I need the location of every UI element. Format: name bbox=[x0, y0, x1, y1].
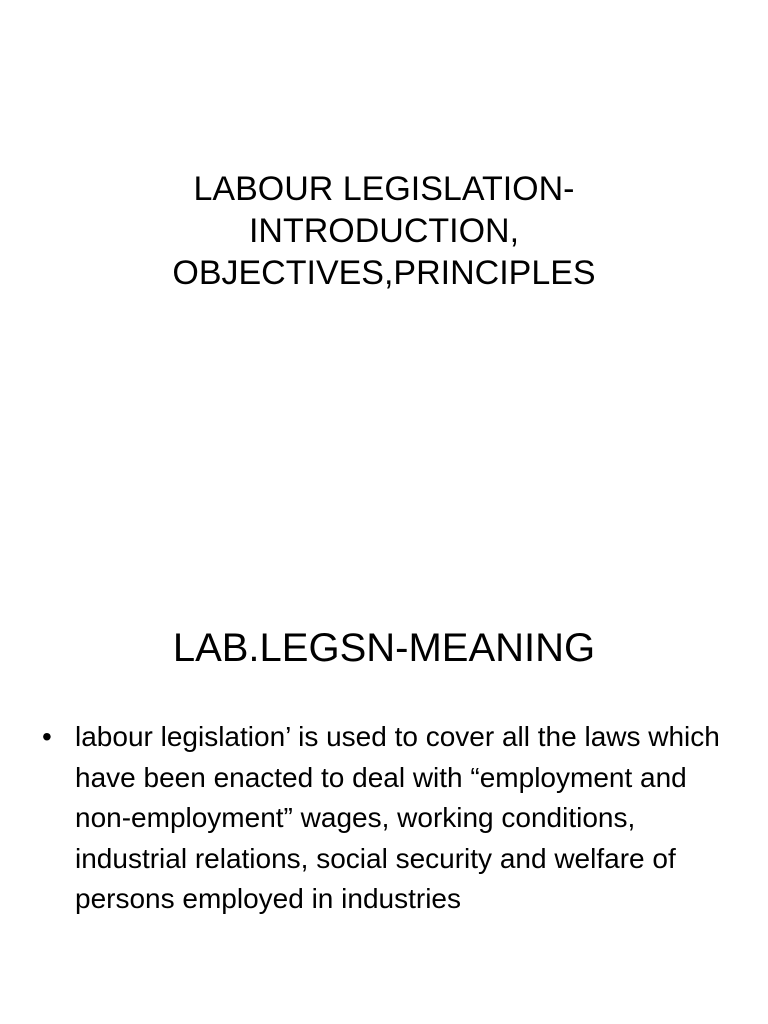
meaning-slide bbox=[0, 512, 768, 1024]
title-line-1: LABOUR LEGISLATION- bbox=[193, 170, 575, 208]
bullet-text: labour legislation’ is used to cover all the laws which have been enacted to deal with “employment and non-employment” wages, working conditions, industrial relations, social security and welfare of persons employed in industries bbox=[75, 721, 720, 914]
bullet-list bbox=[42, 717, 728, 920]
bullet-marker: • bbox=[42, 721, 52, 752]
slide-heading: LAB.LEGSN-MEANING bbox=[172, 626, 596, 670]
bullet-item bbox=[42, 717, 728, 920]
title-line-2: INTRODUCTION, bbox=[248, 212, 520, 250]
title-line-3: OBJECTIVES,PRINCIPLES bbox=[172, 254, 596, 292]
slide-title bbox=[0, 168, 768, 294]
